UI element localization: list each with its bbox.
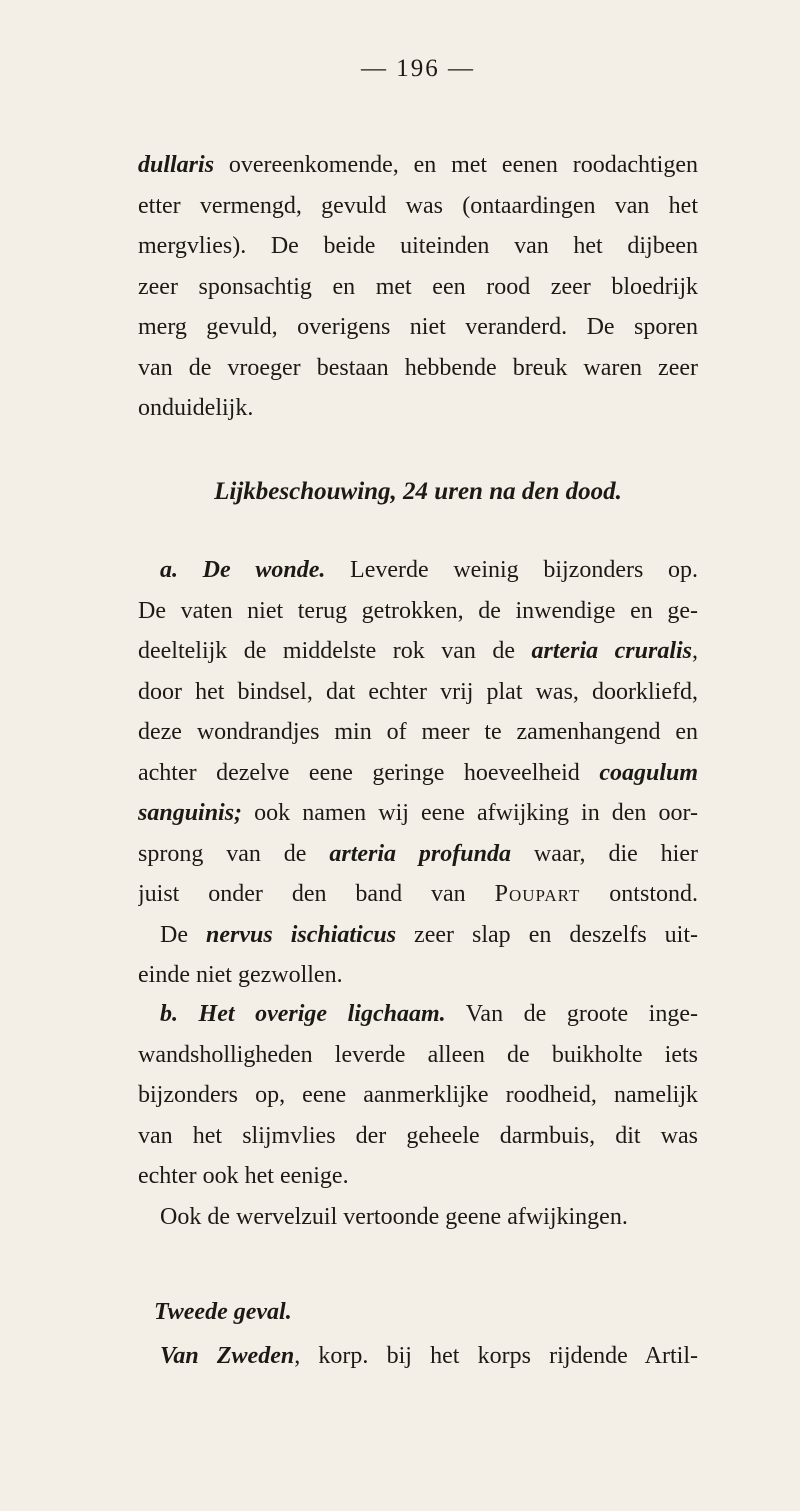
text-line: zeer sponsachtig en met een rood zeer bloedrijk xyxy=(138,273,698,300)
text-line: sanguinis; ook namen wij eene afwijking in den oor- xyxy=(138,800,698,826)
text-line: mergvlies). De beide uiteinden van het dijbeen xyxy=(138,233,698,259)
text-line: Van Zweden, korp. bij het korps rijdende Artil- xyxy=(160,1343,698,1369)
text-line: sprong van de arteria profunda waar, die hier xyxy=(138,840,698,867)
text-line: dullaris overeenkomende, en met eenen roodachtigen xyxy=(138,152,698,178)
latin-term: nervus ischiaticus xyxy=(206,921,397,948)
text-line: echter ook het eenige. xyxy=(138,1163,349,1189)
book-page xyxy=(138,0,698,1511)
section-heading-autopsy: Lijkbeschouwing, 24 uren na den dood. xyxy=(214,478,622,505)
text-line: Ook de wervelzuil vertoonde geene afwijkingen. xyxy=(160,1203,628,1230)
text-line: achter dezelve eene geringe hoeveelheid coagulum xyxy=(138,759,698,786)
latin-term: arteria profunda xyxy=(329,840,511,867)
text-line: a. De wonde. Leverde weinig bijzonders op. xyxy=(160,557,698,583)
latin-term: dullaris xyxy=(138,152,215,178)
text-line: einde niet gezwollen. xyxy=(138,962,343,988)
section-b-body xyxy=(138,994,698,1237)
section-heading-second-case: Tweede geval. xyxy=(154,1299,292,1325)
proper-name: Poupart xyxy=(494,881,581,907)
text-line: onduidelijk. xyxy=(138,395,254,421)
text-line: bijzonders op, eene aanmerklijke roodheid, namelijk xyxy=(138,1082,698,1108)
text-line: van de vroeger bestaan hebbende breuk waren zeer xyxy=(138,354,698,381)
text-line: b. Het overige ligchaam. Van de groote inge- xyxy=(160,1001,698,1027)
text-line: deeltelijk de middelste rok van de arteria cruralis, xyxy=(138,638,698,664)
text-line: van het slijmvlies der geheele darmbuis, dit was xyxy=(138,1122,698,1149)
subsection-label: a. De wonde. xyxy=(160,557,326,583)
text-line: etter vermengd, gevuld was (ontaardingen van het xyxy=(138,192,698,219)
text-line: deze wondrandjes min of meer te zamenhangend en xyxy=(138,719,698,745)
text-line: wandsholligheden leverde alleen de buikholte iets xyxy=(138,1041,698,1068)
text-line: merg gevuld, overigens niet veranderd. De sporen xyxy=(138,314,698,340)
paragraph-second-case xyxy=(138,1336,698,1377)
text-line: De vaten niet terug getrokken, de inwendige en ge- xyxy=(138,597,698,624)
section-a-wound xyxy=(138,550,698,996)
text-line: door het bindsel, dat echter vrij plat was, doorkliefd, xyxy=(138,678,698,705)
text-line: juist onder den band van Poupart ontstond. xyxy=(138,881,698,907)
latin-term: coagulum xyxy=(599,759,698,786)
latin-term: sanguinis; xyxy=(138,800,243,826)
subsection-label: b. Het overige ligchaam. xyxy=(160,1001,446,1027)
proper-name: Van Zweden xyxy=(160,1343,295,1369)
page-number: — 196 — xyxy=(361,55,475,82)
text-line: De nervus ischiaticus zeer slap en deszelfs uit- xyxy=(160,921,698,948)
paragraph-bone-findings xyxy=(138,145,698,429)
latin-term: arteria cruralis xyxy=(531,638,692,664)
